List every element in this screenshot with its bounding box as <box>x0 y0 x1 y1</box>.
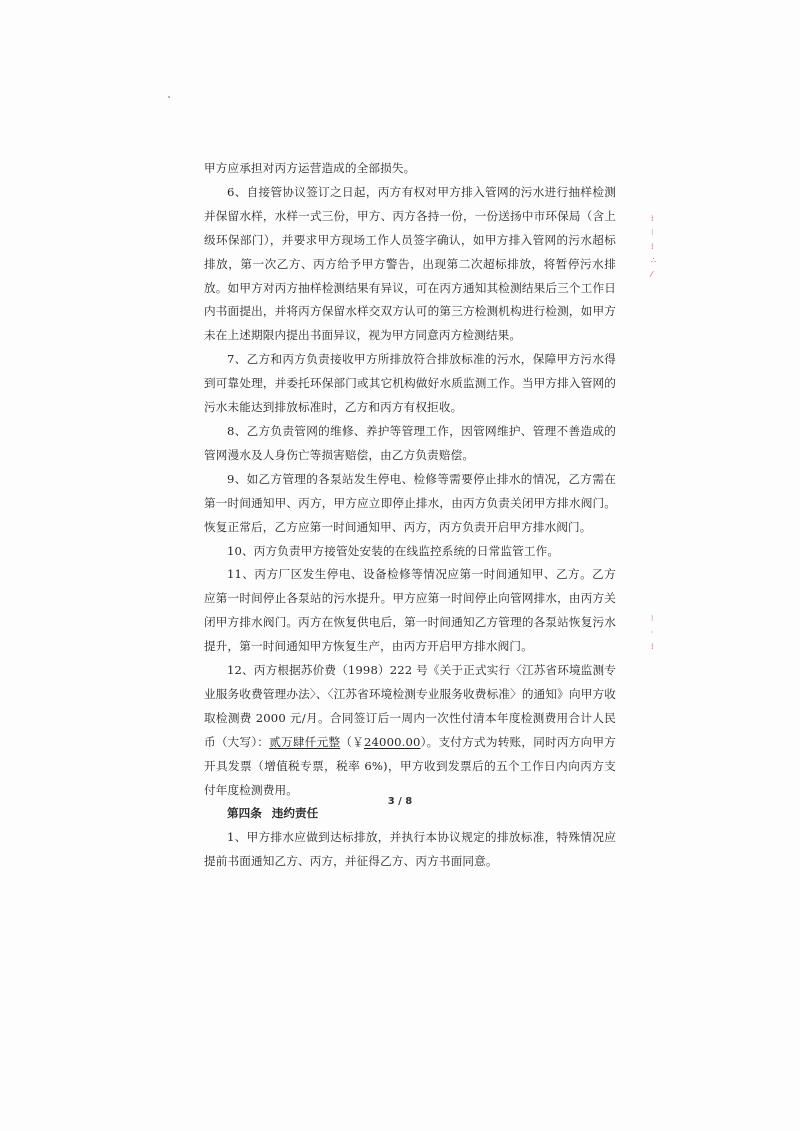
section-title: 违约责任 <box>271 806 319 821</box>
clause-12-text: 12、丙方根据苏价费（1998）222 号《关于正式实行〈江苏省环境监测专业服务收费管理办法〉、〈江苏省环境检测专业服务收费标准〉的通知》向甲方收取检测费 2000 元/月。合同签订后一周内一次性付清本年度检测费用合计人民币（大写）： <box>204 663 616 749</box>
section-number: 第四条 <box>227 806 262 821</box>
page-body <box>204 157 616 874</box>
clause-7: 7、乙方和丙方负责接收甲方所排放符合排放标准的污水，保障甲方污水得到可靠处理，并委托环保部门或其它机构做好水质监测工作。当甲方排入管网的污水未能达到排放标准时，乙方和丙方有权拒收。 <box>204 352 616 415</box>
amount-in-numbers: 24000.00 <box>363 734 421 749</box>
clause-11: 11、丙方厂区发生停电、设备检修等情况应第一时间通知甲、乙方。乙方应第一时间停止各泵站的污水提升。甲方应第一时间停止向管网排水，由丙方关闭甲方排水阀门。丙方在恢复供电后，第一时间通知乙方管理的各泵站恢复污水提升，第一时间通知甲方恢复生产，由丙方开启甲方排水阀门。 <box>204 567 616 654</box>
scan-speck <box>168 96 170 98</box>
paragraph-continuation: 甲方应承担对丙方运营造成的全部损失。 <box>204 161 416 175</box>
clause-8: 8、乙方负责管网的维修、养护等管理工作，因管网维护、管理不善造成的管网漫水及人身伤亡等损害赔偿，由乙方负责赔偿。 <box>204 423 616 462</box>
seal-edge-mark: ⁞ ⁝ ⁞ ∴ ⁄ <box>651 214 657 279</box>
breach-clause-1: 1、甲方排水应做到达标排放，并执行本协议规定的排放标准，特殊情况应提前书面通知乙方、丙方，并征得乙方、丙方书面同意。 <box>204 830 616 869</box>
clause-6: 6、自接管协议签订之日起，丙方有权对甲方排入管网的污水进行抽样检测并保留水样，水样一式三份，甲方、丙方各持一份，一份送扬中市环保局（含上级环保部门），并要求甲方现场工作人员签字确认，如甲方排入管网的污水超标排放，第一次乙方、丙方给予甲方警告，出现第二次超标排放，将暂停污水排放。如甲方对丙方抽样检测结果有异议，可在丙方通知其检测结果后三个工作日内书面提出，并将丙方保留水样交双方认可的第三方检测机构进行检测，如甲方未在上述期限内提出书面异议，视为甲方同意丙方检测结果。 <box>204 184 616 343</box>
clause-12-tail: ）。支付方式为转账，同时丙方向甲方开具发票（增值税专票，税率 6%)，甲方收到发票后的五个工作日内向丙方支付年度检测费用。 <box>204 734 616 797</box>
seal-edge-mark-lower: ⁝ · ⁞ <box>651 614 654 651</box>
page-number: 3 / 8 <box>387 796 413 807</box>
clause-10: 10、丙方负责甲方接管处安装的在线监控系统的日常监管工作。 <box>227 543 560 558</box>
clause-9: 9、如乙方管理的各泵站发生停电、检修等需要停止排水的情况，乙方需在第一时间通知甲、丙方，甲方应立即停止排水，由丙方负责关闭甲方排水阀门。恢复正常后，乙方应第一时间通知甲、丙方，丙方负责开启甲方排水阀门。 <box>204 471 616 534</box>
clause-12 <box>204 659 616 802</box>
clause-12-currency: （￥ <box>340 734 364 749</box>
amount-in-words: 贰万肆仟元整 <box>269 734 341 749</box>
